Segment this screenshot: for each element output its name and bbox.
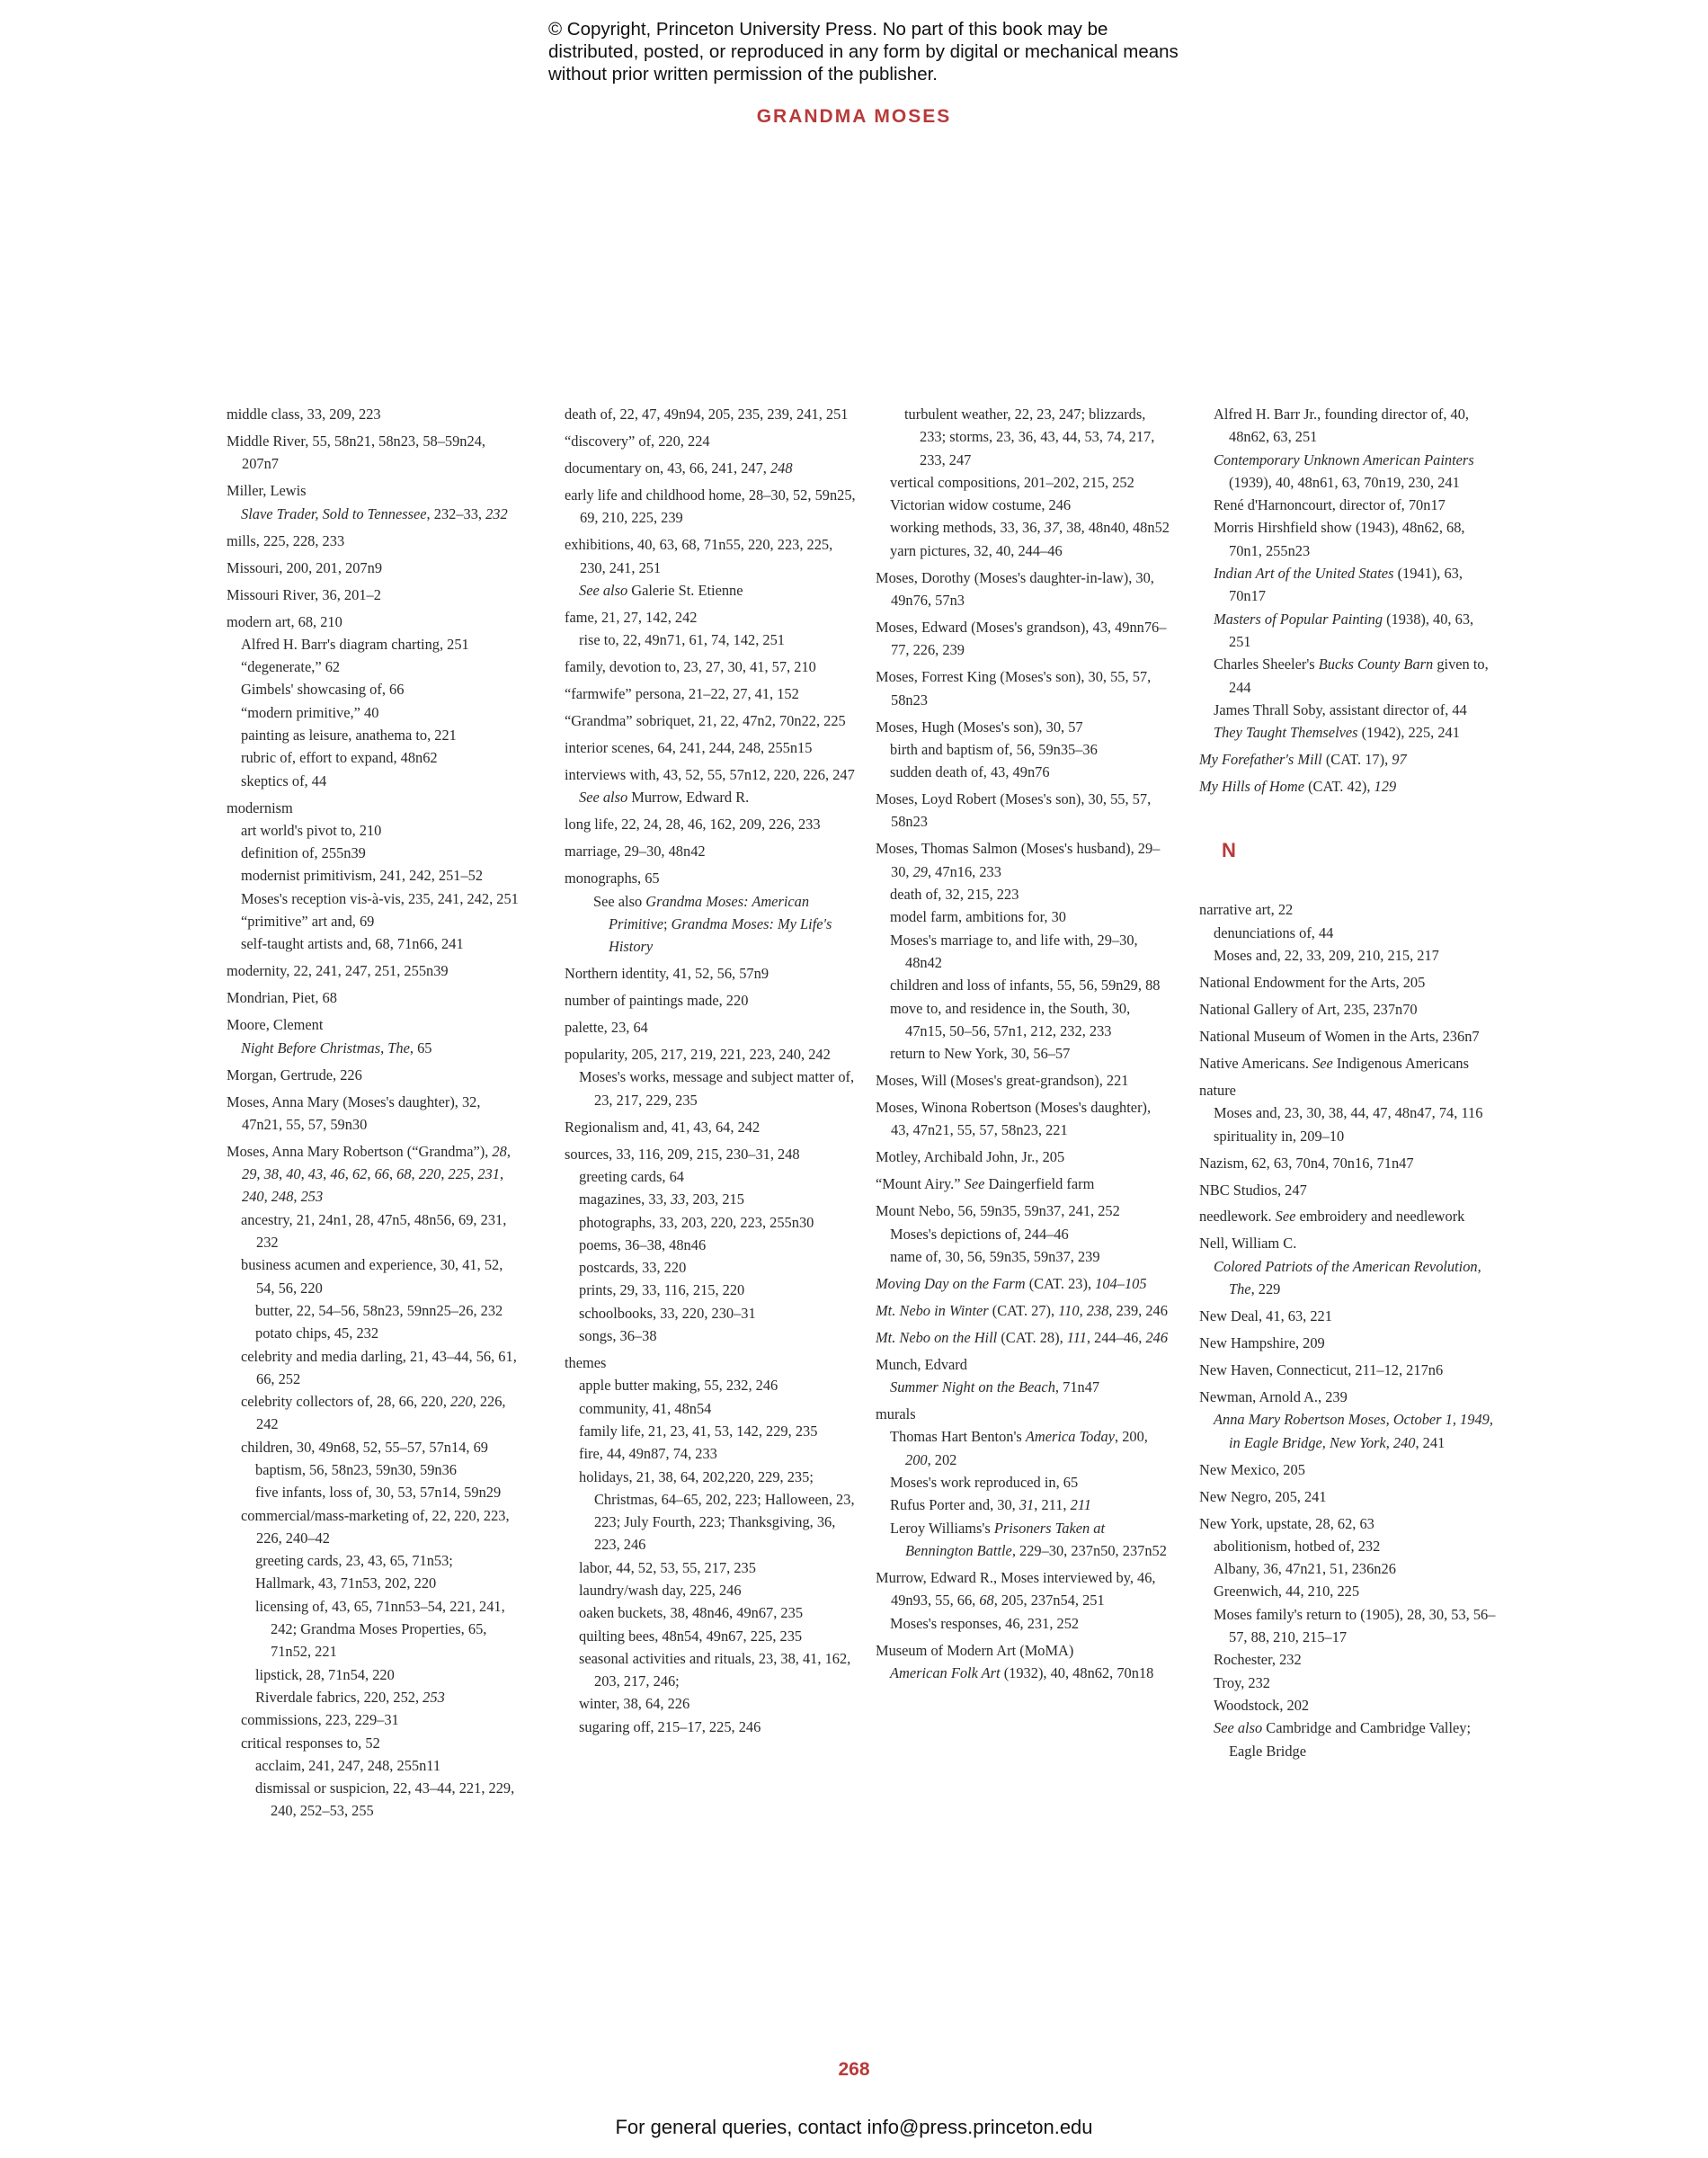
index-entry: interviews with, 43, 52, 55, 57n12, 220, 226, 247	[565, 766, 855, 784]
index-entry: “discovery” of, 220, 224	[565, 432, 710, 450]
index-subentry: commercial/mass-marketing of, 22, 220, 223, 226, 240–42	[241, 1506, 510, 1547]
index-subentry: Moses and, 23, 30, 38, 44, 47, 48n47, 74, 116	[1214, 1104, 1483, 1122]
index-entry: nature	[1199, 1081, 1236, 1099]
index-subentry: painting as leisure, anathema to, 221	[241, 726, 457, 744]
index-subentry: Anna Mary Robertson Moses, October 1, 1949, in Eagle Bridge, New York, 240, 241	[1214, 1411, 1493, 1451]
index-subentry: yarn pictures, 32, 40, 244–46	[890, 541, 1063, 559]
contact-footer: For general queries, contact info@press.princeton.edu	[615, 2116, 1093, 2138]
index-subentry: potato chips, 45, 232	[255, 1324, 379, 1342]
index-subentry: Leroy Williams's Prisoners Taken at Bennington Battle, 229–30, 237n50, 237n52	[890, 1519, 1167, 1559]
index-entry: National Museum of Women in the Arts, 236n7	[1199, 1027, 1480, 1045]
index-entry: NBC Studios, 247	[1199, 1181, 1307, 1199]
index-subentry: rise to, 22, 49n71, 61, 74, 142, 251	[579, 631, 786, 649]
index-subentry: model farm, ambitions for, 30	[890, 908, 1066, 926]
index-subentry: greeting cards, 23, 43, 65, 71n53;	[255, 1552, 453, 1570]
index-subentry: vertical compositions, 201–202, 215, 252	[890, 473, 1134, 491]
index-entry: needlework. See embroidery and needlework	[1199, 1208, 1465, 1226]
index-entry: New Haven, Connecticut, 211–12, 217n6	[1199, 1361, 1444, 1379]
page-number: 268	[838, 2059, 870, 2080]
index-subentry: Moses's reception vis-à-vis, 235, 241, 242, 251	[241, 889, 519, 907]
index-subentry: Moses and, 22, 33, 209, 210, 215, 217	[1214, 947, 1439, 965]
index-subentry: ancestry, 21, 24n1, 28, 47n5, 48n56, 69, 231, 232	[241, 1210, 507, 1252]
index-subentry: labor, 44, 52, 53, 55, 217, 235	[579, 1558, 756, 1576]
index-subentry: Albany, 36, 47n21, 51, 236n26	[1214, 1560, 1396, 1578]
index-subentry: American Folk Art (1932), 40, 48n62, 70n18	[890, 1663, 1154, 1681]
index-entry: New Negro, 205, 241	[1199, 1487, 1327, 1505]
index-entry: Nell, William C.	[1199, 1235, 1297, 1253]
index-entry: Moses, Anna Mary (Moses's daughter), 32, 47n21, 55, 57, 59n30	[227, 1092, 481, 1133]
index-entry: “Grandma” sobriquet, 21, 22, 47n2, 70n22, 225	[565, 712, 846, 730]
index-entry: middle class, 33, 209, 223	[227, 406, 381, 423]
index-entry: National Endowment for the Arts, 205	[1199, 974, 1426, 991]
index-subentry: family life, 21, 23, 41, 53, 142, 229, 235	[579, 1422, 818, 1440]
index-entry: family, devotion to, 23, 27, 30, 41, 57, 210	[565, 658, 816, 676]
index-entry: Mondrian, Piet, 68	[227, 989, 337, 1007]
index-subentry: lipstick, 28, 71n54, 220	[255, 1665, 395, 1683]
index-entry: New Deal, 41, 63, 221	[1199, 1307, 1332, 1325]
index-entry: popularity, 205, 217, 219, 221, 223, 240, 242	[565, 1046, 831, 1064]
index-entry: Native Americans. See Indigenous Americans	[1199, 1054, 1469, 1072]
index-entry: Munch, Edvard	[876, 1355, 967, 1373]
index-subentry: Victorian widow costume, 246	[890, 496, 1072, 514]
index-entry: Moses, Anna Mary Robertson (“Grandma”), 28, 29, 38, 40, 43, 46, 62, 66, 68, 220, 225, 231, 240, 248, 253	[227, 1142, 511, 1206]
index-subentry: celebrity and media darling, 21, 43–44, 56, 61, 66, 252	[241, 1347, 517, 1387]
index-subentry: Moses's works, message and subject matter of, 23, 217, 229, 235	[579, 1068, 855, 1109]
index-entry: exhibitions, 40, 63, 68, 71n55, 220, 223, 225, 230, 241, 251	[565, 536, 833, 576]
index-subentry: seasonal activities and rituals, 23, 38, 41, 162, 203, 217, 246;	[579, 1649, 851, 1690]
index-subentry: Rochester, 232	[1214, 1651, 1302, 1669]
index-subentry: Hallmark, 43, 71n53, 202, 220	[255, 1574, 437, 1592]
index-entry: Moses, Thomas Salmon (Moses's husband), 29–30, 29, 47n16, 233	[876, 840, 1161, 880]
index-entry: New Mexico, 205	[1199, 1460, 1305, 1478]
index-entry: “Mount Airy.” See Daingerfield farm	[876, 1175, 1095, 1193]
index-subentry: Riverdale fabrics, 220, 252, 253	[255, 1688, 445, 1706]
index-entry: Moses, Forrest King (Moses's son), 30, 55, 57, 58n23	[876, 668, 1152, 709]
index-subentry: magazines, 33, 33, 203, 215	[579, 1190, 744, 1208]
index-entry: Regionalism and, 41, 43, 64, 242	[565, 1118, 761, 1136]
index-subentry: children and loss of infants, 55, 56, 59n29, 88	[890, 976, 1161, 994]
index-subentry: art world's pivot to, 210	[241, 821, 382, 839]
index-entry: National Gallery of Art, 235, 237n70	[1199, 1000, 1418, 1018]
index-column-1	[227, 403, 523, 1823]
index-subentry: Slave Trader, Sold to Tennessee, 232–33, 232	[241, 504, 508, 522]
index-subentry: songs, 36–38	[579, 1327, 657, 1345]
index-entry: fame, 21, 27, 142, 242	[565, 608, 698, 626]
index-subentry: Woodstock, 202	[1214, 1696, 1310, 1714]
index-entry: modernism	[227, 798, 293, 816]
index-subentry: See also Galerie St. Etienne	[579, 581, 743, 599]
index-subentry: Gimbels' showcasing of, 66	[241, 681, 405, 699]
index-column-2	[565, 403, 861, 1738]
index-entry: Miller, Lewis	[227, 482, 307, 500]
index-subentry: winter, 38, 64, 226	[579, 1695, 690, 1713]
index-entry: marriage, 29–30, 48n42	[565, 843, 706, 861]
index-entry: murals	[876, 1405, 916, 1423]
index-subentry: Moses family's return to (1905), 28, 30, 53, 56–57, 88, 210, 215–17	[1214, 1605, 1496, 1646]
index-subentry: schoolbooks, 33, 220, 230–31	[579, 1304, 756, 1322]
index-subentry: celebrity collectors of, 28, 66, 220, 220, 226, 242	[241, 1393, 506, 1433]
running-head: GRANDMA MOSES	[756, 106, 952, 127]
index-subentry: “primitive” art and, 69	[241, 913, 375, 931]
index-subentry: See also Cambridge and Cambridge Valley; Eagle Bridge	[1214, 1719, 1472, 1760]
index-entry: interior scenes, 64, 241, 244, 248, 255n15	[565, 739, 813, 757]
index-entry: Moving Day on the Farm (CAT. 23), 104–105	[876, 1274, 1147, 1292]
index-subentry: baptism, 56, 58n23, 59n30, 59n36	[255, 1461, 458, 1478]
index-subentry: acclaim, 241, 247, 248, 255n11	[255, 1756, 441, 1774]
index-subentry: Night Before Christmas, The, 65	[241, 1039, 432, 1057]
index-entry: Murrow, Edward R., Moses interviewed by, 46, 49n93, 55, 66, 68, 205, 237n54, 251	[876, 1568, 1156, 1610]
index-subentry: butter, 22, 54–56, 58n23, 59nn25–26, 232	[255, 1301, 503, 1319]
index-subentry: James Thrall Soby, assistant director of, 44	[1214, 700, 1467, 718]
index-subentry: Moses's marriage to, and life with, 29–30, 48n42	[890, 931, 1138, 971]
index-entry: Moore, Clement	[227, 1016, 324, 1034]
index-subentry: quilting bees, 48n54, 49n67, 225, 235	[579, 1627, 803, 1645]
index-entry: Missouri, 200, 201, 207n9	[227, 558, 383, 576]
index-subentry: prints, 29, 33, 116, 215, 220	[579, 1281, 745, 1299]
index-subentry: laundry/wash day, 225, 246	[579, 1582, 742, 1599]
index-entry: narrative art, 22	[1199, 901, 1294, 919]
index-subentry: greeting cards, 64	[579, 1167, 684, 1185]
index-subentry: community, 41, 48n54	[579, 1399, 712, 1417]
index-entry: long life, 22, 24, 28, 46, 162, 209, 226, 233	[565, 816, 821, 834]
index-subentry: working methods, 33, 36, 37, 38, 48n40, 48n52	[890, 519, 1170, 537]
index-subentry: Greenwich, 44, 210, 225	[1214, 1583, 1360, 1601]
index-entry: sources, 33, 116, 209, 215, 230–31, 248	[565, 1145, 800, 1163]
index-subentry: They Taught Themselves (1942), 225, 241	[1214, 724, 1460, 742]
index-subentry: sudden death of, 43, 49n76	[890, 763, 1050, 781]
index-subentry: sugaring off, 215–17, 225, 246	[579, 1717, 761, 1735]
index-subentry: critical responses to, 52	[241, 1734, 380, 1752]
index-subentry: business acumen and experience, 30, 41, 52, 54, 56, 220	[241, 1256, 503, 1297]
index-subentry: Troy, 232	[1214, 1673, 1271, 1691]
index-subentry: Masters of Popular Painting (1938), 40, 63, 251	[1214, 610, 1474, 650]
index-subentry: Summer Night on the Beach, 71n47	[890, 1378, 1100, 1396]
index-subentry: definition of, 255n39	[241, 844, 366, 862]
index-entry: modernity, 22, 241, 247, 251, 255n39	[227, 962, 449, 980]
index-entry: My Forefather's Mill (CAT. 17), 97	[1199, 751, 1407, 769]
index-entry: Moses, Edward (Moses's grandson), 43, 49nn76–77, 226, 239	[876, 619, 1167, 659]
index-entry: Missouri River, 36, 201–2	[227, 585, 381, 603]
index-subentry: “modern primitive,” 40	[241, 703, 379, 721]
index-subentry: See also Murrow, Edward R.	[579, 789, 750, 807]
index-entry: death of, 22, 47, 49n94, 205, 235, 239, 241, 251	[565, 406, 849, 423]
index-subentry: birth and baptism of, 56, 59n35–36	[890, 740, 1098, 758]
index-subentry: Colored Patriots of the American Revolution, The, 229	[1214, 1257, 1481, 1298]
index-subentry: Contemporary Unknown American Painters (1939), 40, 48n61, 63, 70n19, 230, 241	[1214, 450, 1474, 491]
index-subentry: children, 30, 49n68, 52, 55–57, 57n14, 69	[241, 1438, 488, 1456]
index-subentry: René d'Harnoncourt, director of, 70n17	[1214, 496, 1446, 514]
index-subentry: Morris Hirshfield show (1943), 48n62, 68, 70n1, 255n23	[1214, 519, 1465, 559]
index-entry: Morgan, Gertrude, 226	[227, 1066, 362, 1083]
index-subentry: Moses's work reproduced in, 65	[890, 1474, 1079, 1492]
index-entry: New Hampshire, 209	[1199, 1334, 1325, 1352]
index-entry: documentary on, 43, 66, 241, 247, 248	[565, 459, 793, 477]
index-entry: Moses, Winona Robertson (Moses's daughter), 43, 47n21, 55, 57, 58n23, 221	[876, 1099, 1152, 1139]
index-subentry: Rufus Porter and, 30, 31, 211, 211	[890, 1496, 1091, 1514]
index-entry: New York, upstate, 28, 62, 63	[1199, 1514, 1374, 1532]
index-entry: Northern identity, 41, 52, 56, 57n9	[565, 965, 769, 983]
index-subentry: Moses's depictions of, 244–46	[890, 1225, 1069, 1243]
index-subentry: postcards, 33, 220	[579, 1259, 687, 1277]
index-entry: Mount Nebo, 56, 59n35, 59n37, 241, 252	[876, 1202, 1120, 1220]
index-entry: Moses, Will (Moses's great-grandson), 221	[876, 1072, 1129, 1090]
section-letter-heading: N	[1222, 839, 1236, 862]
index-entry: Mt. Nebo on the Hill (CAT. 28), 111, 244–46, 246	[876, 1328, 1169, 1346]
index-subentry: name of, 30, 56, 59n35, 59n37, 239	[890, 1247, 1100, 1265]
index-entry: monographs, 65	[565, 869, 660, 887]
index-entry: “farmwife” persona, 21–22, 27, 41, 152	[565, 685, 799, 703]
index-entry: palette, 23, 64	[565, 1019, 648, 1037]
index-entry: Newman, Arnold A., 239	[1199, 1388, 1348, 1405]
index-entry: Nazism, 62, 63, 70n4, 70n16, 71n47	[1199, 1154, 1414, 1172]
index-entry: Motley, Archibald John, Jr., 205	[876, 1148, 1065, 1166]
index-subentry: death of, 32, 215, 223	[890, 886, 1019, 904]
index-subentry: Moses's responses, 46, 231, 252	[890, 1614, 1080, 1632]
index-subentry: denunciations of, 44	[1214, 923, 1334, 941]
index-subentry: Thomas Hart Benton's America Today, 200, 200, 202	[890, 1428, 1148, 1468]
index-subentry: Alfred H. Barr's diagram charting, 251	[241, 635, 469, 653]
index-subentry: “degenerate,” 62	[241, 658, 341, 676]
index-subentry: Charles Sheeler's Bucks County Barn given to, 244	[1214, 655, 1489, 696]
index-subentry: rubric of, effort to expand, 48n62	[241, 749, 438, 767]
index-subentry: move to, and residence in, the South, 30, 47n15, 50–56, 57n1, 212, 232, 233	[890, 999, 1131, 1039]
index-subentry: self-taught artists and, 68, 71n66, 241	[241, 935, 464, 953]
index-subentry: turbulent weather, 22, 23, 247; blizzards, 233; storms, 23, 36, 43, 44, 53, 74, 217, 233, 247	[904, 406, 1155, 468]
index-subentry: five infants, loss of, 30, 53, 57n14, 59n29	[255, 1484, 502, 1502]
index-entry: Museum of Modern Art (MoMA)	[876, 1641, 1074, 1659]
index-entry: number of paintings made, 220	[565, 992, 749, 1010]
index-subentry: licensing of, 43, 65, 71nn53–54, 221, 241, 242; Grandma Moses Properties, 65, 71n52, 221	[255, 1597, 505, 1661]
index-subentry: return to New York, 30, 56–57	[890, 1045, 1071, 1063]
index-subentry: skeptics of, 44	[241, 771, 327, 789]
index-subentry: dismissal or suspicion, 22, 43–44, 221, 229, 240, 252–53, 255	[255, 1779, 515, 1820]
index-entry: early life and childhood home, 28–30, 52, 59n25, 69, 210, 225, 239	[565, 486, 856, 527]
index-subentry: See also Grandma Moses: American Primitive; Grandma Moses: My Life's History	[593, 892, 832, 956]
index-subentry: modernist primitivism, 241, 242, 251–52	[241, 867, 484, 885]
index-subentry: oaken buckets, 38, 48n46, 49n67, 235	[579, 1604, 804, 1622]
index-subentry: Indian Art of the United States (1941), 63, 70n17	[1214, 565, 1463, 605]
index-subentry: fire, 44, 49n87, 74, 233	[579, 1445, 717, 1463]
index-entry: Moses, Loyd Robert (Moses's son), 30, 55, 57, 58n23	[876, 790, 1152, 831]
index-subentry: Alfred H. Barr Jr., founding director of, 40, 48n62, 63, 251	[1214, 406, 1470, 446]
index-entry: Mt. Nebo in Winter (CAT. 27), 110, 238, 239, 246	[876, 1301, 1168, 1319]
index-entry: Middle River, 55, 58n21, 58n23, 58–59n24, 207n7	[227, 432, 485, 473]
index-column-3	[876, 403, 1172, 1684]
index-subentry: holidays, 21, 38, 64, 202,220, 229, 235; Christmas, 64–65, 202, 223; Halloween, 23, 223; July Fourth, 223; Thanksgiving, 36, 223, 246	[579, 1467, 855, 1554]
index-entry: mills, 225, 228, 233	[227, 531, 345, 549]
index-subentry: commissions, 223, 229–31	[241, 1711, 399, 1729]
index-entry: My Hills of Home (CAT. 42), 129	[1199, 778, 1397, 796]
copyright-notice: © Copyright, Princeton University Press. No part of this book may be distributed, posted, or reproduced in any form by digital or mechanical means without prior written permission of the publisher.	[548, 19, 1179, 85]
index-subentry: abolitionism, hotbed of, 232	[1214, 1537, 1381, 1555]
index-subentry: spirituality in, 209–10	[1214, 1127, 1345, 1145]
index-subentry: apple butter making, 55, 232, 246	[579, 1377, 778, 1395]
index-column-4	[1199, 403, 1496, 1762]
index-entry: Moses, Dorothy (Moses's daughter-in-law), 30, 49n76, 57n3	[876, 568, 1154, 610]
index-entry: modern art, 68, 210	[227, 612, 342, 630]
index-entry: Moses, Hugh (Moses's son), 30, 57	[876, 718, 1083, 736]
index-subentry: photographs, 33, 203, 220, 223, 255n30	[579, 1213, 814, 1231]
index-entry: themes	[565, 1354, 607, 1372]
index-subentry: poems, 36–38, 48n46	[579, 1235, 707, 1253]
